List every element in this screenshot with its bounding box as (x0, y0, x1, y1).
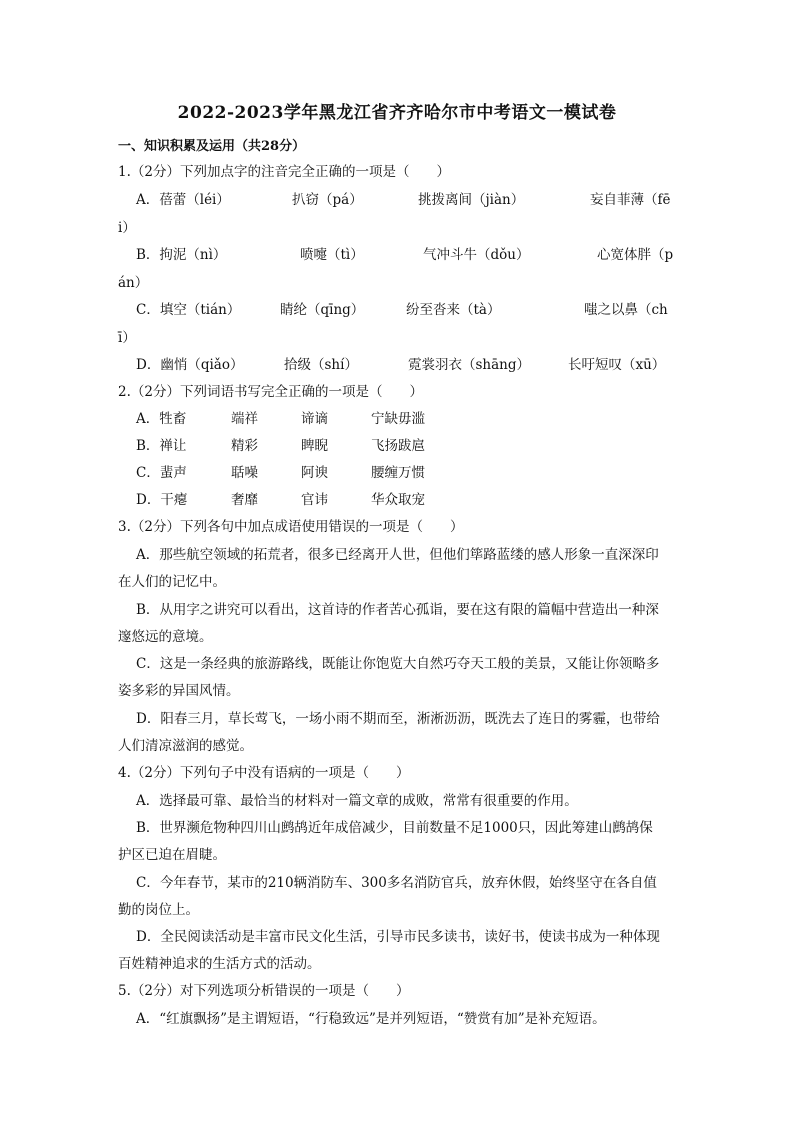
q3-option-c-line1: C．这是一条经典的旅游路线，既能让你饱览大自然巧夺天工般的美景，又能让你领略多 (136, 656, 660, 672)
q1-option-a-3: 挑拨离间（jiàn） (418, 192, 525, 208)
q4-option-c-line1: C．今年春节，某市的210辆消防车、300多名消防官兵，放弃休假，始终坚守在各自值 (136, 875, 657, 891)
section-heading: 一、知识积累及运用（共28分） (118, 139, 306, 154)
q2-option-b-2: 精彩 (231, 438, 258, 454)
q4-option-b-line2: 护区已迫在眉睫。 (118, 847, 226, 863)
q4-option-a-line1: A．选择最可靠、最恰当的材料对一篇文章的成败，常常有很重要的作用。 (136, 793, 578, 809)
q2-option-c-4: 腰缠万惯 (371, 465, 425, 481)
q1-option-b-1: B．拘泥（nì） (136, 247, 227, 263)
q1-option-c-2: 睛纶（qīng） (280, 302, 365, 318)
q1-option-d-2: 拾级（shí） (284, 357, 358, 373)
q3-option-d-line2: 人们清凉滋润的感觉。 (118, 738, 253, 754)
q1-option-b-wrap: án） (118, 275, 149, 291)
page-title: 2022-2023学年黑龙江省齐齐哈尔市中考语文一模试卷 (177, 103, 617, 123)
q3-option-d-line1: D．阳春三月，草长莺飞，一场小雨不期而至，淅淅沥沥，既洗去了连日的雾霾，也带给 (136, 711, 660, 727)
q1-option-a-4: 妄自菲薄（fē (590, 192, 671, 208)
q1-option-d-4: 长吁短叹（xū） (568, 357, 666, 373)
q2-option-a-4: 宁缺毋滥 (371, 411, 425, 427)
q2-option-d-1: D．干瘪 (136, 492, 188, 508)
q2-option-a-1: A．牲畜 (136, 411, 187, 427)
q2-option-a-2: 端祥 (231, 411, 258, 427)
q2-option-d-4: 华众取宠 (371, 492, 425, 508)
q1-option-c-wrap: ī） (118, 330, 136, 346)
q2-option-b-4: 飞扬跋扈 (371, 438, 425, 454)
q2-option-c-1: C．蜚声 (136, 465, 187, 481)
q1-option-c-3: 纷至沓来（tà） (406, 302, 501, 318)
q2-option-d-3: 官讳 (301, 492, 328, 508)
q2-option-b-3: 睥睨 (301, 438, 328, 454)
q1-option-b-3: 气冲斗牛（dǒu） (423, 247, 530, 263)
q1-option-b-4: 心宽体胖（p (597, 247, 674, 263)
q1-option-d-1: D．幽悄（qiǎo） (136, 357, 244, 373)
q2-option-c-2: 聒噪 (231, 465, 258, 481)
question-3-stem: 3.（2分）下列各句中加点成语使用错误的一项是（ ） (118, 519, 464, 535)
q3-option-c-line2: 姿多彩的异国风情。 (118, 683, 240, 699)
q2-option-b-1: B．禅让 (136, 438, 187, 454)
q1-option-d-3: 霓裳羽衣（shāng） (408, 357, 531, 373)
q2-option-d-2: 奢靡 (231, 492, 258, 508)
q5-option-a-line1: A．“红旗飘扬”是主谓短语，“行稳致远”是并列短语，“赞赏有加”是补充短语。 (136, 1011, 606, 1027)
question-5-stem: 5.（2分）对下列选项分析错误的一项是（ ） (118, 983, 410, 999)
q1-option-c-1: C．填空（tián） (136, 302, 241, 318)
q3-option-a-line1: A．那些航空领域的拓荒者，很多已经离开人世，但他们筚路蓝缕的感人形象一直深深印 (136, 547, 659, 563)
q1-option-a-wrap: i） (118, 220, 136, 236)
q4-option-b-line1: B．世界濒危物种四川山鹧鸪近年成倍减少，目前数量不足1000只，因此筹建山鹧鸪保 (136, 820, 653, 836)
question-1-stem: 1.（2分）下列加点字的注音完全正确的一项是（ ） (118, 164, 450, 180)
q4-option-d-line1: D．全民阅读活动是丰富市民文化生活，引导市民多读书，读好书，使读书成为一种体现 (136, 929, 660, 945)
q2-option-a-3: 谛谪 (301, 411, 328, 427)
q3-option-b-line1: B．从用字之讲究可以看出，这首诗的作者苦心孤诣，要在这有限的篇幅中营造出一种深 (136, 602, 659, 618)
q3-option-b-line2: 邃悠远的意境。 (118, 629, 213, 645)
q3-option-a-line2: 在人们的记忆中。 (118, 574, 226, 590)
question-4-stem: 4.（2分）下列句子中没有语病的一项是（ ） (118, 765, 410, 781)
q1-option-b-2: 喷嚏（tì） (300, 247, 364, 263)
q4-option-c-line2: 勤的岗位上。 (118, 902, 199, 918)
q4-option-d-line2: 百姓精神追求的生活方式的活动。 (118, 956, 321, 972)
q1-option-a-1: A．蓓蕾（léi） (136, 192, 230, 208)
q1-option-a-2: 扒窃（pá） (292, 192, 363, 208)
q1-option-c-4: 嗤之以鼻（ch (584, 302, 668, 318)
question-2-stem: 2.（2分）下列词语书写完全正确的一项是（ ） (118, 384, 423, 400)
q2-option-c-3: 阿谀 (301, 465, 328, 481)
